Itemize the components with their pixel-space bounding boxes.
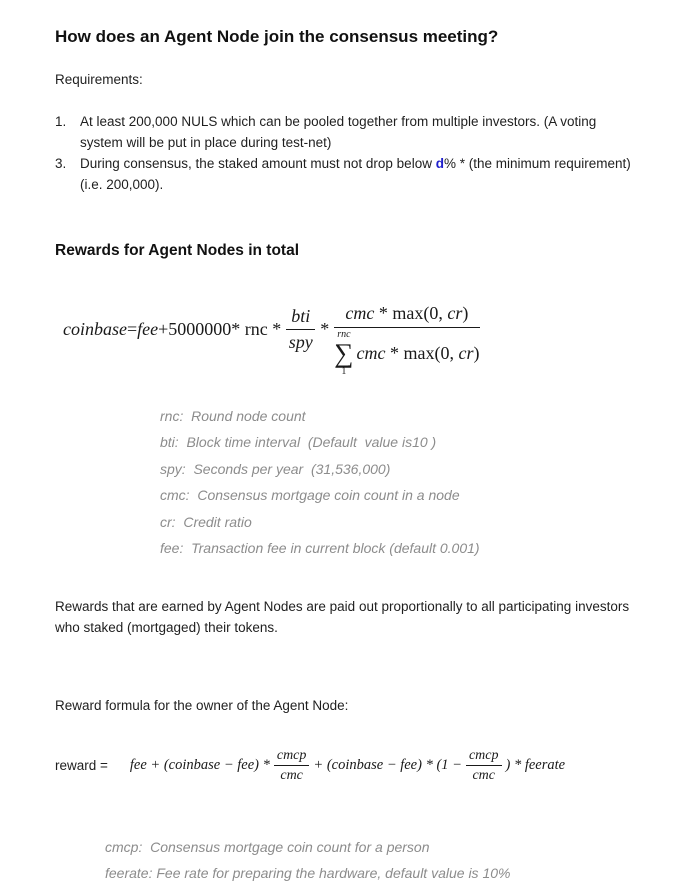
coinbase-formula (63, 287, 685, 377)
list-item-text: At least 200,000 NULS which can be pooled together from multiple investors. (A voting system will be put in place during test-net) (80, 114, 597, 151)
formula-term: cmc (345, 302, 375, 323)
formula-term: cr (447, 302, 463, 323)
formula-operator: * rnc * (231, 319, 282, 340)
formula-term: fee + (coinbase − fee) * (129, 757, 270, 774)
formula-term: cr (458, 342, 474, 363)
highlighted-variable-d: d (435, 156, 444, 172)
definition-bti: bti: Block time interval (Default value is10 ) (160, 434, 437, 451)
formula-operator: * (320, 319, 330, 340)
definition-cr: cr: Credit ratio (160, 513, 252, 530)
fraction-numerator (337, 303, 476, 327)
list-item-number: 3. (55, 156, 67, 172)
formula-operator: ) (462, 302, 469, 323)
summation-lower-limit: 1 (341, 365, 347, 377)
formula-constant: 5000000 (168, 319, 232, 340)
reward-formula-math (130, 748, 565, 784)
fraction-denominator: cmc (472, 767, 495, 783)
summation-upper-limit: rnc (337, 328, 351, 340)
fraction-cmcp-cmc (466, 748, 502, 784)
variable-definitions-list (160, 403, 685, 562)
formula-operator: + (158, 319, 169, 340)
section-title-rewards: Rewards for Agent Nodes in total (55, 242, 300, 260)
reward-equals-label: reward = (55, 758, 108, 774)
requirements-list (55, 111, 637, 195)
formula-operator: * max(0, (374, 302, 448, 323)
formula-term: coinbase (63, 319, 127, 340)
formula-term: ) * feerate (505, 757, 566, 774)
fraction-bti-spy (286, 306, 315, 353)
formula-term: cmc (356, 342, 386, 363)
sigma-symbol: ∑ (334, 337, 354, 368)
fraction-denominator: cmc (280, 767, 303, 783)
requirements-label: Requirements: (55, 72, 143, 88)
rewards-paragraph: Rewards that are earned by Agent Nodes are paid out proportionally to all participating investors who staked (mortgaged) their tokens. (55, 598, 630, 635)
definition-fee: fee: Transaction fee in current block (default 0.001) (160, 540, 480, 557)
fraction-numerator: bti (286, 306, 315, 330)
variable-definitions-list-2 (105, 834, 685, 884)
summation (334, 330, 353, 377)
formula-operator: = (126, 319, 138, 340)
fraction-cmcp-cmc (274, 748, 310, 784)
list-item (55, 153, 637, 195)
definition-spy: spy: Seconds per year (31,536,000) (160, 460, 391, 477)
definition-cmc: cmc: Consensus mortgage coin count in a node (160, 487, 460, 504)
summation-body (357, 343, 480, 364)
fraction-numerator: cmcp (274, 748, 310, 766)
definition-feerate: feerate: Fee rate for preparing the hardware, default value is 10% (105, 865, 511, 882)
list-item-text-pre: During consensus, the staked amount must not drop below (80, 156, 436, 172)
fraction-denominator: spy (288, 332, 313, 353)
definition-rnc: rnc: Round node count (160, 407, 306, 424)
page-title: How does an Agent Node join the consensus meeting? (55, 27, 499, 46)
formula-operator: ) (473, 342, 480, 363)
list-item-number: 1. (55, 114, 67, 130)
fraction-cmc-sum (334, 303, 479, 377)
fraction-denominator (334, 327, 479, 377)
formula-operator: * max(0, (385, 342, 459, 363)
definition-cmcp: cmcp: Consensus mortgage coin count for a person (105, 838, 430, 855)
list-item-text-post: % * (the minimum requirement) (i.e. 200,000). (80, 156, 631, 193)
formula-term: fee (137, 319, 159, 340)
list-item (55, 111, 637, 153)
reward-formula-heading: Reward formula for the owner of the Agent Node: (55, 697, 349, 713)
formula-term: + (coinbase − fee) * (1 − (313, 757, 462, 774)
list-item-text (80, 153, 637, 195)
fraction-numerator: cmcp (466, 748, 502, 766)
reward-formula (55, 742, 685, 790)
